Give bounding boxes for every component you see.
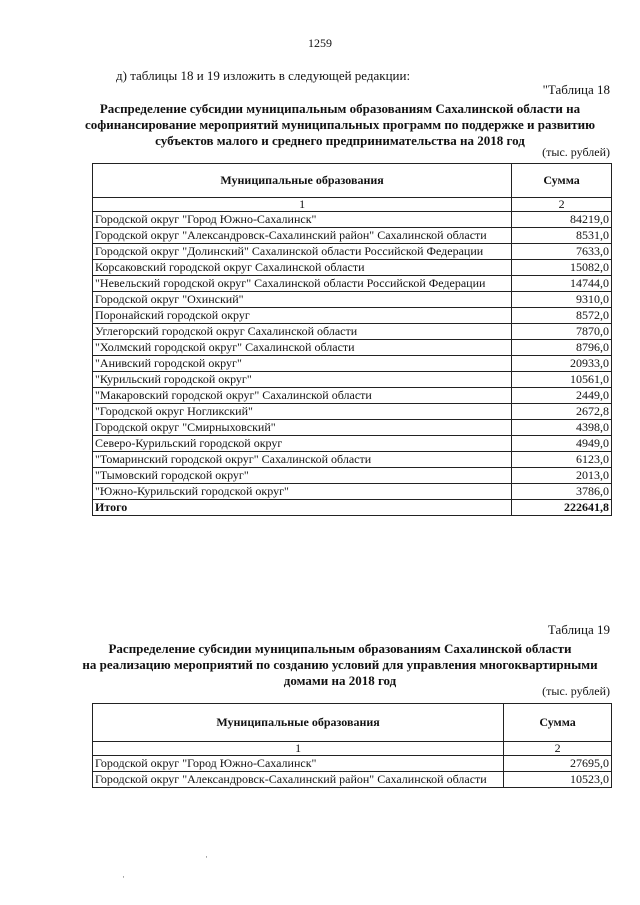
amount: 15082,0 (512, 260, 612, 276)
municipality-name: "Курильский городской округ" (93, 372, 512, 388)
col-number: 2 (512, 198, 612, 212)
amount: 7633,0 (512, 244, 612, 260)
table18-units: (тыс. рублей) (542, 145, 610, 159)
intro-text: д) таблицы 18 и 19 изложить в следующей редакции: (116, 68, 411, 83)
table-row (93, 308, 612, 324)
table19-title (60, 641, 620, 689)
amount: 3786,0 (512, 484, 612, 500)
table19-title-line: на реализацию мероприятий по созданию условий для управления многоквартирными (82, 657, 598, 672)
amount: 14744,0 (512, 276, 612, 292)
municipality-name: "Томаринский городской округ" Сахалинской области (93, 452, 512, 468)
amount: 8572,0 (512, 308, 612, 324)
page-number: 1259 (308, 36, 332, 50)
municipality-name: "Городской округ Ногликский" (93, 404, 512, 420)
municipality-name: "Невельский городской округ" Сахалинской области Российской Федерации (93, 276, 512, 292)
table18-header-name: Муниципальные образования (93, 164, 512, 198)
col-number: 1 (93, 198, 512, 212)
amount: 2449,0 (512, 388, 612, 404)
table18-header-row (93, 164, 612, 198)
amount: 2013,0 (512, 468, 612, 484)
table19-number-row (93, 742, 612, 756)
municipality-name: Городской округ "Александровск-Сахалинский район" Сахалинской области (93, 772, 504, 788)
table19-header-name: Муниципальные образования (93, 704, 504, 742)
municipality-name: "Южно-Курильский городской округ" (93, 484, 512, 500)
municipality-name: Городской округ "Город Южно-Сахалинск" (93, 212, 512, 228)
table18-title-line: субъектов малого и среднего предпринимательства на 2018 год (155, 133, 525, 148)
table-row (93, 772, 612, 788)
col-number: 2 (504, 742, 612, 756)
amount: 84219,0 (512, 212, 612, 228)
scan-mark: · (205, 852, 208, 862)
municipality-name: Поронайский городской округ (93, 308, 512, 324)
municipality-name: Корсаковский городской округ Сахалинской области (93, 260, 512, 276)
table-row (93, 388, 612, 404)
table-row (93, 260, 612, 276)
table-row (93, 212, 612, 228)
table18-title-line: софинансирование мероприятий муниципальных программ по поддержке и развитию (84, 117, 596, 132)
table19-header-row (93, 704, 612, 742)
table18-label: "Таблица 18 (542, 82, 610, 97)
table-row (93, 756, 612, 772)
municipality-name: Городской округ "Александровск-Сахалинский район" Сахалинской области (93, 228, 512, 244)
col-number: 1 (93, 742, 504, 756)
municipality-name: "Холмский городской округ" Сахалинской области (93, 340, 512, 356)
table-row (93, 324, 612, 340)
table19-header-sum: Сумма (504, 704, 612, 742)
amount: 8796,0 (512, 340, 612, 356)
municipality-name: Углегорский городской округ Сахалинской области (93, 324, 512, 340)
table-row (93, 292, 612, 308)
scan-mark: · (122, 872, 125, 882)
municipality-name: Городской округ "Долинский" Сахалинской области Российской Федерации (93, 244, 512, 260)
table-row (93, 228, 612, 244)
table18-title-line: Распределение субсидии муниципальным образованиям Сахалинской области на (99, 101, 581, 116)
table-row (93, 276, 612, 292)
table18 (92, 163, 612, 516)
total-amount: 222641,8 (512, 500, 612, 516)
table19-title-line: Распределение субсидии муниципальным образованиям Сахалинской области (108, 641, 572, 656)
table-row (93, 452, 612, 468)
amount: 4398,0 (512, 420, 612, 436)
table-row (93, 340, 612, 356)
amount: 7870,0 (512, 324, 612, 340)
table19 (92, 703, 612, 788)
table19-label: Таблица 19 (547, 622, 610, 637)
table-row (93, 404, 612, 420)
table-row (93, 356, 612, 372)
municipality-name: Городской округ "Охинский" (93, 292, 512, 308)
amount: 9310,0 (512, 292, 612, 308)
amount: 8531,0 (512, 228, 612, 244)
table19-units: (тыс. рублей) (542, 684, 610, 698)
table18-title (60, 101, 620, 149)
amount: 10523,0 (504, 772, 612, 788)
amount: 20933,0 (512, 356, 612, 372)
amount: 4949,0 (512, 436, 612, 452)
table18-number-row (93, 198, 612, 212)
table18-total-row (93, 500, 612, 516)
table18-header-sum: Сумма (512, 164, 612, 198)
amount: 27695,0 (504, 756, 612, 772)
table-row (93, 244, 612, 260)
table-row (93, 372, 612, 388)
municipality-name: Городской округ "Город Южно-Сахалинск" (93, 756, 504, 772)
municipality-name: "Макаровский городской округ" Сахалинской области (93, 388, 512, 404)
municipality-name: "Анивский городской округ" (93, 356, 512, 372)
table19-title-line: домами на 2018 год (283, 673, 397, 688)
municipality-name: Северо-Курильский городской округ (93, 436, 512, 452)
table-row (93, 468, 612, 484)
table-row (93, 420, 612, 436)
amount: 6123,0 (512, 452, 612, 468)
municipality-name: Городской округ "Смирныховский" (93, 420, 512, 436)
table-row (93, 484, 612, 500)
municipality-name: "Тымовский городской округ" (93, 468, 512, 484)
total-label: Итого (93, 500, 512, 516)
amount: 10561,0 (512, 372, 612, 388)
table-row (93, 436, 612, 452)
amount: 2672,8 (512, 404, 612, 420)
